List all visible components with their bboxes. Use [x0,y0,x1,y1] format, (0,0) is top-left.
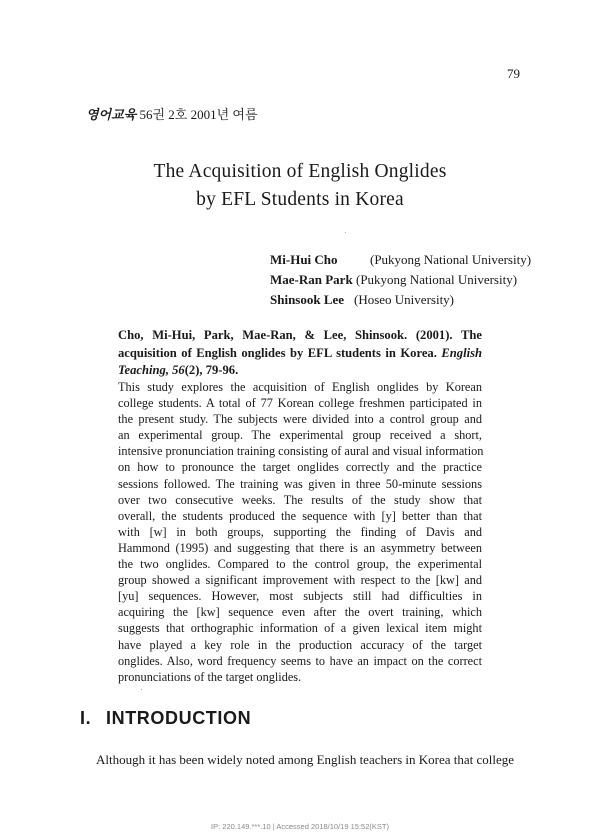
abstract [118,379,482,685]
abstract-line: Hammond (1995) and suggesting that there is an asymmetry between [118,540,482,555]
citation [118,327,482,380]
journal-header [86,104,258,123]
abstract-line: pronunciations of the target onglides. [118,669,302,684]
journal-issue: 56권 2호 2001년 여름 [136,107,258,122]
scan-speck [345,232,346,233]
scan-speck [141,689,142,690]
abstract-line: group showed a significant improvement with respect to the [kw] and [118,573,482,588]
section-heading [80,708,251,729]
author-name: Shinsook Lee [270,292,345,307]
author-affiliation: (Hoseo University) [354,292,455,307]
abstract-line: intensive pronunciation training consisting of aural and visual information [118,444,484,459]
title-line: by EFL Students in Korea [196,189,404,210]
section-title: INTRODUCTION [106,708,252,728]
abstract-line: sessions followed. The training was given in three 50-minute sessions [118,476,482,491]
author-list [270,250,531,310]
author-affiliation: (Pukyong National University) [356,272,518,287]
abstract-line: with [w] in both groups, supporting the finding of Davis and [118,524,482,539]
author-row [270,290,531,310]
author-name: Mae-Ran Park [270,272,353,287]
author-row [270,250,531,270]
abstract-line: acquiring the [kw] sequence even after the overt training, which [118,605,482,620]
abstract-line: have played a key role in the production accuracy of the target [118,637,482,652]
abstract-line: college students. A total of 77 Korean college freshmen participated in [118,396,482,411]
citation-text: Cho, Mi-Hui, Park, Mae-Ran, & Lee, Shinsook. (2001). The acquisition of English onglides by EFL students in Korea. [118,328,482,360]
section-number: I. [80,708,92,728]
title-line: The Acquisition of English Onglides [153,161,447,182]
citation-journal: English Teaching, 56 [118,345,482,377]
citation-pages: (2), 79-96. [184,363,239,377]
paper-title [0,158,600,214]
abstract-line: overall, the students produced the sequence with [y] better than that [118,508,482,523]
abstract-line: the two onglides. Compared to the control group, the experimental [118,557,482,572]
abstract-line: suggests that orthographic information of a given lexical item might [118,621,482,636]
page-number: 79 [507,66,520,81]
abstract-line: the present study. The subjects were divided into a control group and [118,412,482,427]
author-affiliation: (Pukyong National University) [370,252,532,267]
abstract-line: an experimental group. The experimental group received a short, [118,428,482,443]
access-footer: IP: 220.149.***.10 | Accessed 2018/10/19 15:52(KST) [211,822,389,831]
abstract-line: on how to pronounce the target onglides correctly and the practice [118,460,482,475]
body-paragraph-line: Although it has been widely noted among English teachers in Korea that college [96,752,515,767]
abstract-line: onglides. Also, word frequency seems to have an impact on the correct [118,653,482,668]
author-name: Mi-Hui Cho [270,252,338,267]
author-row [270,270,531,290]
abstract-line: over two consecutive weeks. The results of the study show that [118,492,482,507]
abstract-line: [yu] sequences. However, most subjects still had difficulties in [118,589,482,604]
abstract-line: This study explores the acquisition of English onglides by Korean [118,380,482,394]
journal-name: 영어교육 [86,107,137,122]
